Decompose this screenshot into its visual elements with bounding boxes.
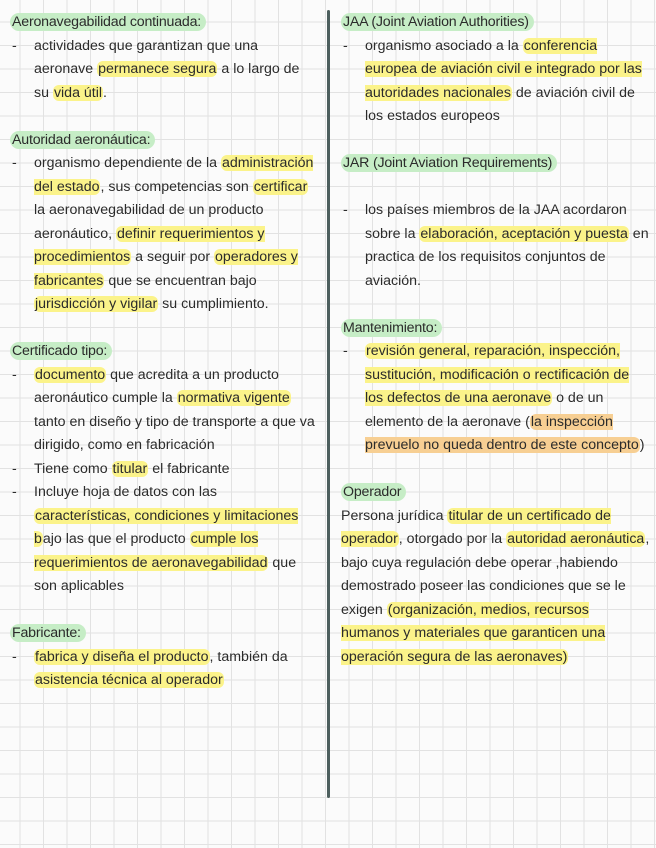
bullet-item [10, 35, 315, 106]
text-span: ajo las que el producto [42, 531, 190, 547]
bullet-list [341, 199, 651, 293]
section-heading [10, 11, 315, 35]
highlighted-text: elaboración, aceptación y puesta [420, 225, 628, 242]
section-fabricante [10, 622, 315, 693]
heading-operador: Operador [341, 483, 406, 501]
highlighted-text: documento [35, 366, 106, 383]
bullet-item [10, 646, 315, 693]
highlighted-text: conferencia europea de aviación civil e integrado por las autoridades nacionales [365, 37, 642, 101]
heading-certificado: Certificado tipo: [10, 342, 112, 360]
highlighted-text: definir requerimientos y procedimientos [34, 225, 265, 265]
highlighted-text: administración del estado [34, 155, 314, 195]
bullet-item [10, 152, 315, 317]
highlighted-text: permanece segura [98, 61, 217, 77]
text-span: en practica de los requisitos conjuntos de aviación. [365, 225, 649, 289]
section-jar [341, 152, 651, 293]
highlighted-text: fabrica y diseña el producto [35, 648, 209, 665]
highlighted-text: titular [112, 460, 148, 477]
text-span: los países miembros de la JAA acordaron sobre la [365, 202, 627, 242]
section-operador [341, 481, 651, 669]
section-heading [10, 340, 315, 364]
bullet-list [10, 646, 315, 693]
heading-aeronavegabilidad: Aeronavegabilidad continuada: [10, 13, 206, 31]
left-column [10, 11, 315, 716]
highlighted-text: titular de un certificado de operador [341, 507, 611, 547]
bullet-list [341, 35, 651, 129]
text-span: , también da [209, 648, 288, 665]
text-span: que se encuentran bajo [104, 272, 257, 289]
highlighted-text: normativa vigente [177, 390, 290, 406]
section-heading [341, 481, 651, 505]
text-span: el fabricante [148, 460, 230, 477]
highlighted-text: certificar [253, 178, 308, 195]
bullet-item [10, 481, 315, 599]
text-span: a seguir por [131, 249, 215, 265]
section-autoridad [10, 129, 315, 317]
bullet-list [341, 340, 651, 458]
text-span: , bajo cuya regulación debe operar ,habiendo demostrado poseer las condiciones que se le exigen [341, 531, 650, 618]
section-aeronavegabilidad [10, 11, 315, 105]
section-heading [10, 129, 315, 153]
heading-jaa: JAA (Joint Aviation Authorities) [341, 13, 534, 31]
text-span: organismo asociado a la [365, 37, 523, 54]
text-span: o de un elemento de la aeronave ( [365, 390, 604, 430]
text-span: la aeronavegabilidad de un producto aeronáutico, [34, 202, 264, 242]
text-span: su cumplimiento. [158, 296, 269, 312]
section-mantenimiento [341, 317, 651, 458]
highlighted-text-orange: la inspección prevuelo no queda dentro de este concepto [365, 413, 639, 453]
operador-paragraph [341, 505, 651, 670]
heading-mantenimiento: Mantenimiento: [341, 319, 442, 337]
column-divider [327, 10, 330, 798]
highlighted-text: asistencia técnica al operador [35, 672, 223, 688]
bullet-item [341, 340, 651, 458]
bullet-list [10, 152, 315, 317]
text-span: . [103, 84, 107, 101]
right-column [341, 11, 651, 693]
heading-autoridad: Autoridad aeronáutica: [10, 131, 155, 149]
heading-fabricante: Fabricante: [10, 624, 86, 642]
text-span: ) [639, 437, 645, 453]
section-heading [10, 622, 315, 646]
section-certificado [10, 340, 315, 599]
bullet-item [341, 35, 651, 129]
text-span: , sus competencias son [100, 178, 253, 195]
text-span: Incluye hoja de datos con las [34, 484, 217, 500]
bullet-item [10, 458, 315, 482]
section-heading [341, 11, 651, 35]
text-span: actividades que garantizan que una aeronave [34, 37, 259, 77]
highlighted-text: operadores y fabricantes [34, 249, 298, 289]
highlighted-text: vida útil [53, 84, 103, 101]
text-span: tanto en diseño y tipo de transporte a que va dirigido, como en fabricación [34, 413, 315, 453]
bullet-list [10, 364, 315, 599]
text-span: , otorgado por la [398, 531, 507, 547]
heading-jar: JAR (Joint Aviation Requirements) [341, 154, 557, 172]
section-heading [341, 152, 651, 176]
highlighted-text: jurisdicción y vigilar [35, 296, 158, 312]
text-span: que son aplicables [34, 554, 297, 594]
highlighted-text: revisión general, reparación, inspección, sustitución, modificación o rectificación de los defectos de una aeronave [365, 343, 630, 406]
highlighted-text: cumple los requerimientos de aeronavegabilidad [34, 531, 268, 571]
text-span: de aviación civil de los estados europeos [365, 84, 635, 124]
highlighted-text: autoridad aeronáutica [507, 531, 645, 547]
text-span: a lo largo de su [34, 61, 300, 101]
text-span: Persona jurídica [341, 507, 448, 524]
text-span: Tiene como [34, 460, 112, 477]
text-span: que acredita a un producto aeronáutico cumple la [34, 366, 279, 406]
highlighted-text: (organización, medios, recursos humanos y materiales que garanticen una operación segura de las aeronaves) [341, 601, 606, 665]
bullet-item [10, 364, 315, 458]
bullet-list [10, 35, 315, 106]
highlighted-text: características, condiciones y limitaciones b [34, 507, 299, 547]
section-heading [341, 317, 651, 341]
bullet-item [341, 199, 651, 293]
section-jaa [341, 11, 651, 129]
text-span: organismo dependiente de la [34, 155, 221, 171]
